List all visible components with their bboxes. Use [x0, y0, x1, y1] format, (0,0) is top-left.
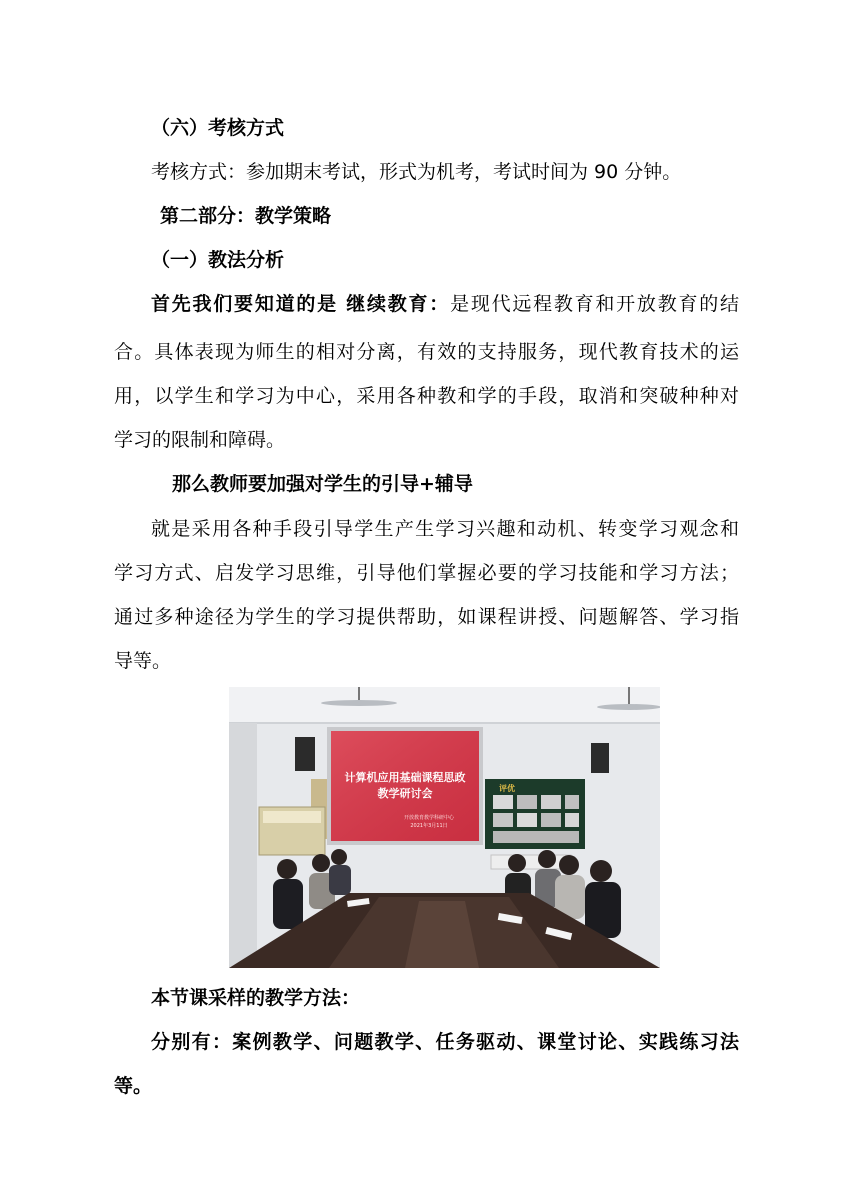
methods-line2: 等。	[114, 1075, 153, 1097]
para2-line4: 导等。	[114, 650, 172, 672]
speaker-icon	[591, 743, 609, 773]
para1-bold-lead: 首先我们要知道的是 继续教育：	[151, 293, 451, 315]
subheading-guidance: 那么教师要加强对学生的引导+辅导	[172, 473, 473, 495]
para2-line3: 通过多种途径为学生的学习提供帮助，如课程讲授、问题解答、学习指	[114, 606, 739, 628]
part-2-heading: 第二部分：教学策略	[160, 205, 332, 227]
para2-line1: 就是采用各种手段引导学生产生学习兴趣和动机、转变学习观念和	[151, 518, 739, 540]
methods-line1: 分别有：案例教学、问题教学、任务驱动、课堂讨论、实践练习法	[151, 1031, 739, 1053]
screen-title-line2: 教学研讨会	[377, 787, 433, 800]
assessment-text: 考核方式：参加期末考试，形式为机考，考试时间为 90 分钟。	[151, 161, 682, 183]
para2-line2: 学习方式、启发学习思维，引导他们掌握必要的学习技能和学习方法；	[114, 562, 739, 584]
board-label: 评优	[499, 784, 515, 793]
para1-line2: 合。具体表现为师生的相对分离，有效的支持服务，现代教育技术的运	[114, 341, 739, 363]
screen-sub-line1: 开放教育教学科研中心	[403, 815, 455, 821]
para1-line4: 学习的限制和障碍。	[114, 429, 286, 451]
para1-line1	[151, 292, 739, 316]
screen-sub-line2: 2021年3月11日	[410, 823, 448, 829]
section-6-heading: （六）考核方式	[151, 117, 285, 139]
speaker-icon	[295, 737, 315, 771]
para1-line1-rest: 是现代远程教育和开放教育的结	[450, 293, 739, 315]
screen-title-line1: 计算机应用基础课程思政	[344, 771, 466, 784]
methods-heading: 本节课采样的教学方法：	[151, 987, 361, 1009]
para1-line3: 用，以学生和学习为中心，采用各种教和学的手段，取消和突破种种对	[114, 385, 739, 407]
section-1-heading: （一）教法分析	[151, 249, 285, 271]
meeting-photo	[229, 687, 660, 968]
